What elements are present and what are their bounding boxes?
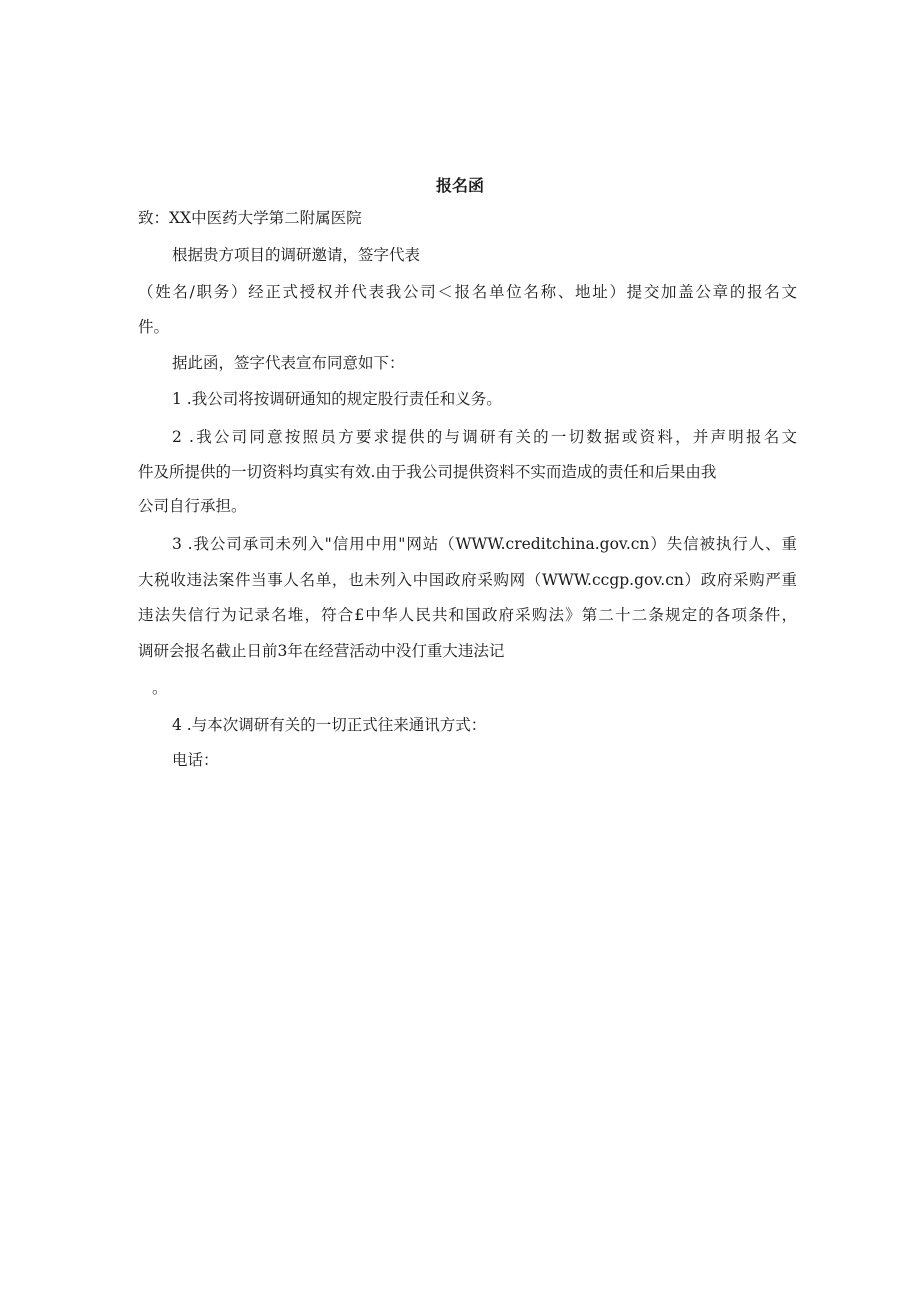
item-3-line-5: 。 (152, 679, 168, 697)
item-3-line-1: 3 .我公司承司未列入"信用中用"网站（WWW.creditchina.gov.cn）失信被执行人、重 (172, 535, 797, 553)
item-3-line-2: 大税收违法案件当事人名单，也未列入中国政府采购网（WWW.ccgp.gov.cn）政府采购严重 (138, 571, 797, 589)
item-2-line-3: 公司自行承担。 (138, 497, 247, 515)
item-3-line-3: 违法失信行为记录名堆，符合£中华人民共和国政府采购法》第二十二条规定的各项条件， (138, 606, 797, 624)
item-3-line-4: 调研会报名截止日前3年在经营活动中没仃重大违法记 (138, 642, 505, 660)
letter-title: 报名函 (435, 176, 484, 195)
intro-line-2: （姓名/职务）经正式授权并代表我公司＜报名单位名称、地址）提交加盖公章的报名文 (138, 283, 797, 301)
intro-line-1: 根据贵方项目的调研邀请，签字代表 (172, 246, 421, 264)
recipient-line: 致：XX中医药大学第二附属医院 (138, 209, 362, 227)
item-1: 1 .我公司将按调研通知的规定股行责任和义务。 (172, 390, 502, 408)
declaration-line: 据此函，签字代表宣布同意如下： (172, 354, 405, 372)
item-2-line-1: 2 .我公司同意按照员方要求提供的与调研有关的一切数据或资料，并声明报名文 (172, 428, 797, 446)
phone-label: 电话： (172, 751, 219, 769)
intro-line-3: 件。 (138, 318, 170, 336)
item-4: 4 .与本次调研有关的一切正式往来通讯方式： (172, 716, 487, 734)
item-2-line-2: 件及所提供的一切资料均真实有效.由于我公司提供资料不实而造成的责任和后果由我 (138, 463, 717, 481)
